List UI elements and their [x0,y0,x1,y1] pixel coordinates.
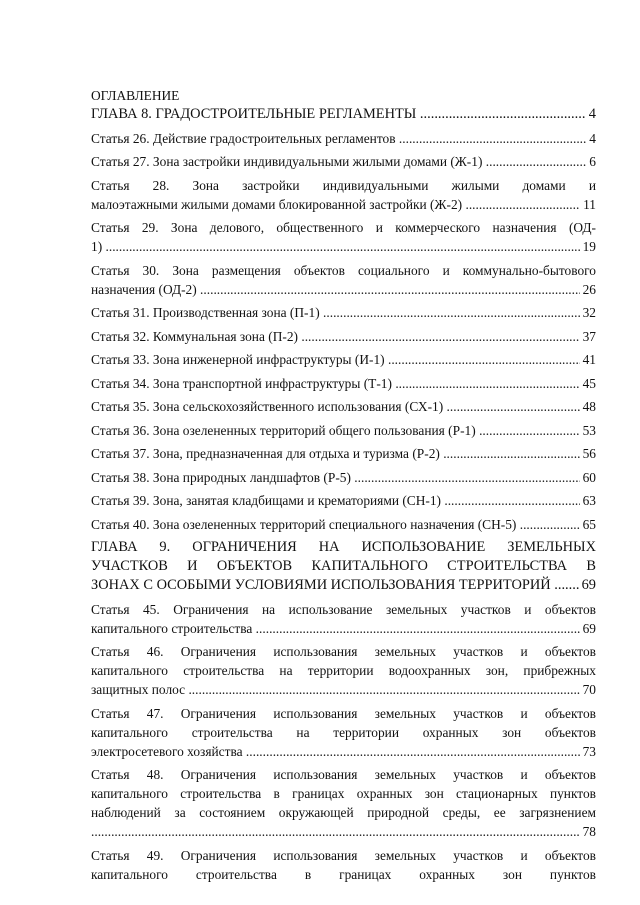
toc-page-number: 45 [582,375,596,391]
toc-entry-text: капитального строительства на территории водоохранных зон, прибрежных [91,663,596,678]
toc-page-number: 26 [582,281,596,297]
toc-entries [91,105,596,884]
toc-page-number: 11 [583,196,596,212]
toc-page-number: 48 [582,399,596,414]
toc-page-number: 56 [582,446,596,461]
toc-entry-text: Статья 37. Зона, предназначенная для отдыха и туризма (Р-2) ..... [91,444,580,463]
toc-entry[interactable] [91,105,596,124]
toc-entry-text: капитального строительства в границах охранных зон стационарных пунктов [91,786,596,801]
toc-entry[interactable] [91,327,596,346]
toc-entry-text: Статья 36. Зона озелененных территорий общего пользования (Р-1) ..... [91,421,580,440]
toc-title: ОГЛАВЛЕНИЕ [91,88,180,103]
toc-entry-text: УЧАСТКОВ И ОБЪЕКТОВ КАПИТАЛЬНОГО СТРОИТЕЛЬСТВА В [91,558,596,574]
toc-entry-text: Статья 45. Ограничения на использование земельных участков и объектов [91,601,596,617]
toc-entry[interactable] [91,374,596,393]
toc-entry[interactable] [91,765,596,841]
toc-page-number: 65 [582,516,596,532]
toc-page-number: 78 [582,824,596,839]
toc-entry-text: малоэтажными жилыми домами блокированной застройки (Ж-2) ..... [91,195,580,214]
toc-entry[interactable] [91,152,596,171]
toc-page-number: 60 [582,469,596,485]
toc-page-number: 32 [582,305,596,320]
toc-entry-text: Статья 29. Зона делового, общественного и коммерческого назначения (ОД- [91,220,596,235]
toc-entry-text: Статья 30. Зона размещения объектов социального и коммунально-бытового [91,262,596,278]
toc-entry-text: Статья 35. Зона сельскохозяйственного использования (СХ-1) ..... [91,397,580,416]
toc-entry-text: Статья 33. Зона инженерной инфраструктуры (И-1) ..... [91,350,580,369]
toc-page-number: 41 [582,352,596,367]
toc-entry-text: Статья 34. Зона транспортной инфраструктуры (Т-1) ..... [91,374,580,393]
toc-page-number: 6 [589,154,596,169]
toc-entry[interactable] [91,846,596,884]
toc-entry[interactable] [91,176,596,214]
toc-entry[interactable] [91,468,596,487]
toc-entry[interactable] [91,350,596,369]
toc-entry-text: Статья 48. Ограничения использования земельных участков и объектов [91,767,596,782]
toc-page-number: 4 [589,130,596,146]
toc-entry[interactable] [91,600,596,638]
toc-entry-text: Статья 46. Ограничения использования земельных участков и объектов [91,644,596,659]
toc-entry[interactable] [91,515,596,534]
toc-entry-text: электросетевого хозяйства ..... [91,742,580,761]
toc-entry[interactable] [91,421,596,440]
toc-entry-text: Статья 26. Действие градостроительных регламентов ..... [91,129,586,148]
toc-entry[interactable] [91,129,596,148]
toc-entry-text: Статья 40. Зона озелененных территорий специального назначения (СН-5) ..... [91,515,580,534]
toc-entry[interactable] [91,397,596,416]
toc-page-number: 19 [582,239,596,254]
toc-entry-text: защитных полос ..... [91,680,580,699]
toc-entry[interactable] [91,704,596,761]
toc-entry-text: ЗОНАХ С ОСОБЫМИ УСЛОВИЯМИ ИСПОЛЬЗОВАНИЯ ТЕРРИТОРИЙ ..... [91,576,579,595]
toc-entry-text: Статья 32. Коммунальная зона (П-2) ..... [91,327,580,346]
toc-entry[interactable] [91,261,596,299]
toc-entry[interactable] [91,444,596,463]
toc-page-number: 63 [582,493,596,508]
toc-entry-text: капитального строительства на территории охранных зон объектов [91,724,596,740]
toc-entry-text [91,822,580,841]
toc-page-number: 70 [582,682,596,697]
toc-entry[interactable] [91,303,596,322]
toc-page-number: 4 [588,106,596,122]
toc-page-number: 69 [581,577,596,593]
toc-entry-text: Статья 31. Производственная зона (П-1) ..... [91,303,580,322]
toc-page-number: 73 [582,743,596,759]
toc-page-number: 53 [582,422,596,438]
toc-entry-text: Статья 47. Ограничения использования земельных участков и объектов [91,705,596,721]
toc-entry[interactable] [91,642,596,699]
toc-entry-text: ГЛАВА 9. ОГРАНИЧЕНИЯ НА ИСПОЛЬЗОВАНИЕ ЗЕМЕЛЬНЫХ [91,539,596,555]
toc-entry-text: наблюдений за состоянием окружающей природной среды, ее загрязнением [91,805,596,820]
toc-entry[interactable] [91,538,596,595]
toc-page-number: 69 [582,620,596,636]
table-of-contents [91,86,596,888]
toc-entry-text: назначения (ОД-2) ..... [91,280,580,299]
toc-entry-text: капитального строительства в границах охранных зон пунктов [91,866,596,882]
toc-entry-text: Статья 38. Зона природных ландшафтов (Р-5) ..... [91,468,580,487]
toc-entry-text: капитального строительства ..... [91,619,580,638]
toc-entry[interactable] [91,491,596,510]
toc-entry-text: Статья 39. Зона, занятая кладбищами и крематориями (СН-1) ..... [91,491,580,510]
toc-page-number: 37 [582,328,596,344]
toc-entry-text: Статья 49. Ограничения использования земельных участков и объектов [91,847,596,863]
toc-entry-text: Статья 28. Зона застройки индивидуальными жилыми домами и [91,177,596,193]
toc-entry-text: 1) ..... [91,237,580,256]
toc-entry-text: ГЛАВА 8. ГРАДОСТРОИТЕЛЬНЫЕ РЕГЛАМЕНТЫ ..... [91,105,586,124]
toc-entry[interactable] [91,218,596,256]
toc-entry-text: Статья 27. Зона застройки индивидуальными жилыми домами (Ж-1) ..... [91,152,586,171]
